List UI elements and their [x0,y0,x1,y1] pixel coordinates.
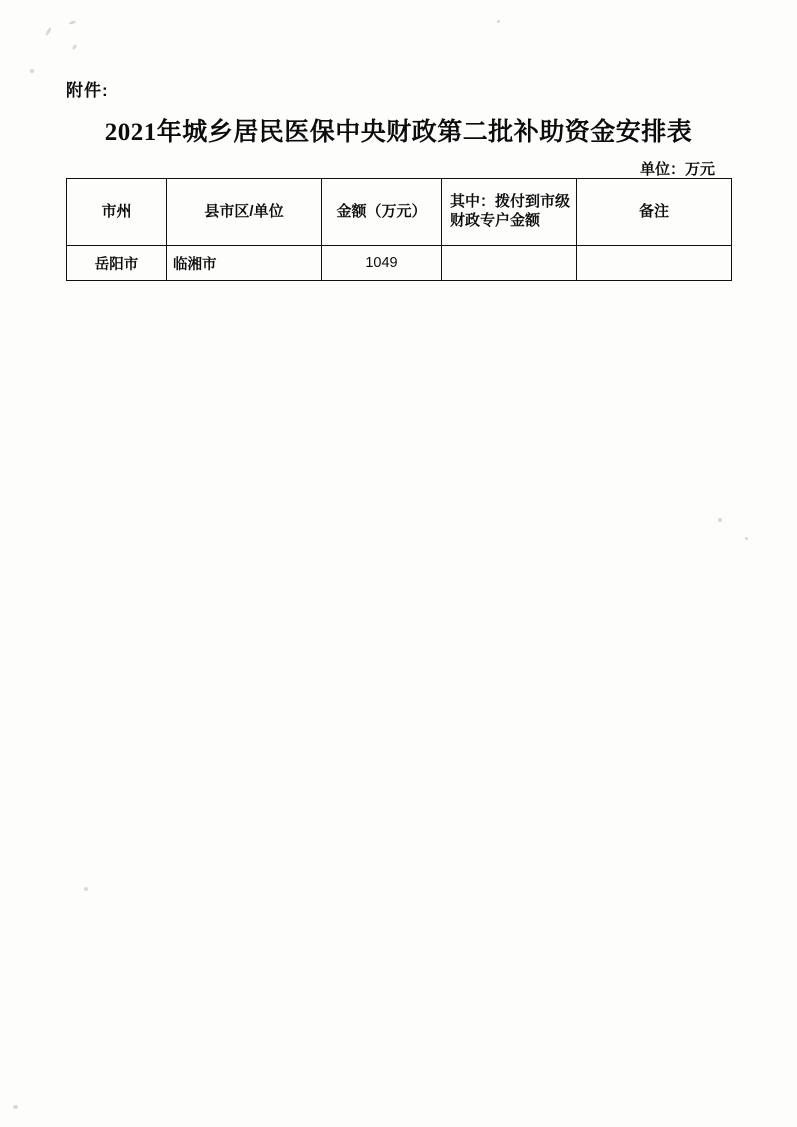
cell-county: 临湘市 [167,246,322,281]
cell-region: 岳阳市 [67,246,167,281]
column-header-county: 县市区/单位 [167,179,322,246]
table-header-row [67,179,732,246]
scan-speck [30,69,34,73]
column-header-remark: 备注 [577,179,732,246]
cell-amount: 1049 [322,246,442,281]
scan-speck [84,887,88,891]
column-header-region: 市州 [67,179,167,246]
scan-speck [45,27,52,36]
column-header-amount: 金额（万元） [322,179,442,246]
scan-speck [745,537,748,540]
scan-speck [69,20,77,25]
cell-transfer [442,246,577,281]
scan-speck [72,44,78,51]
table-row [67,246,732,281]
cell-remark [577,246,732,281]
page-title: 2021年城乡居民医保中央财政第二批补助资金安排表 [104,119,693,146]
scan-speck [13,1105,18,1109]
scan-speck [718,518,722,522]
scan-speck [497,20,500,23]
attachment-label: 附件: [66,81,109,100]
unit-note: 单位：万元 [639,161,715,178]
fund-allocation-table [66,178,732,281]
column-header-transfer: 其中：拨付到市级财政专户金额 [442,179,577,246]
